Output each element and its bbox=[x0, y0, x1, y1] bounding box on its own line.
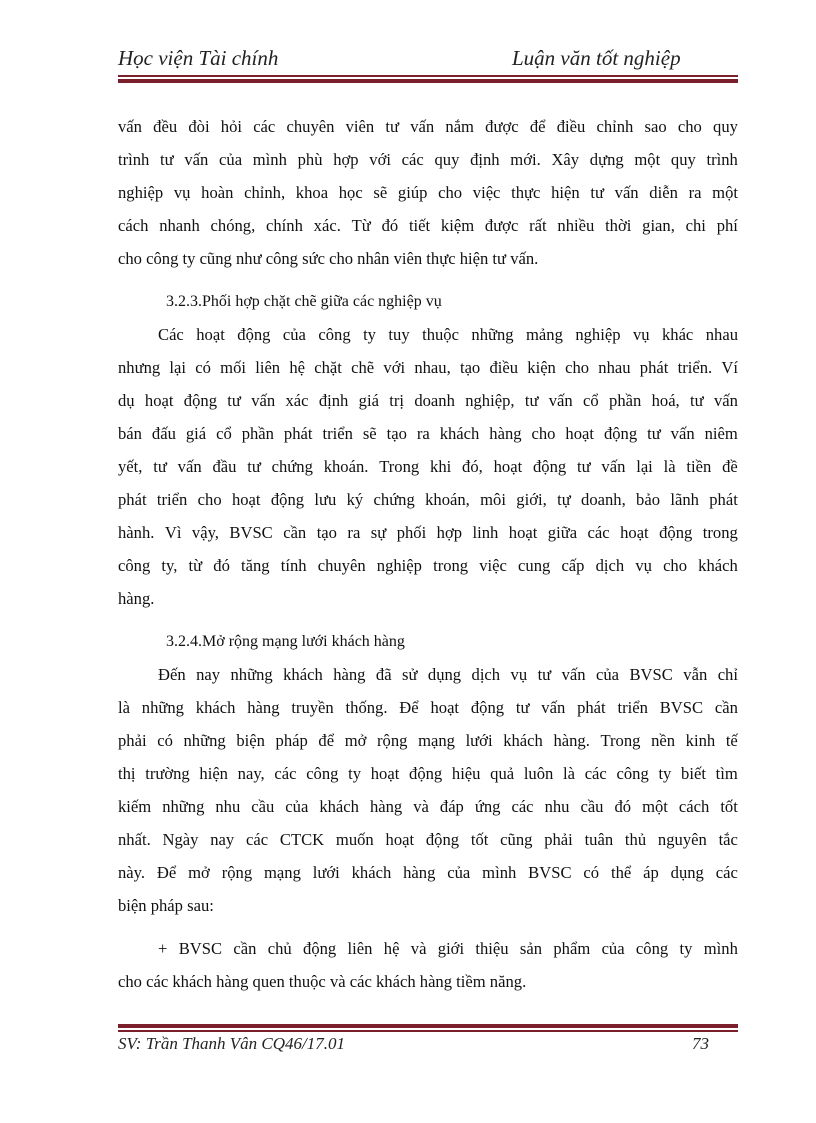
p1-line-5: cho công ty cũng như công sức cho nhân viên thực hiện tư vấn. bbox=[118, 249, 539, 268]
footer-student: SV: Trần Thanh Vân CQ46/17.01 bbox=[118, 1034, 346, 1053]
section-heading-3-2-3: 3.2.3.Phối hợp chặt chẽ giữa các nghiệp vụ bbox=[166, 293, 442, 310]
p2-line-3: dụ hoạt động tư vấn xác định giá trị doanh nghiệp, tư vấn cổ phần hoá, tư vấn bbox=[118, 391, 738, 410]
header-institution: Học viện Tài chính bbox=[118, 46, 279, 70]
p4-line-1: + BVSC cần chủ động liên hệ và giới thiệu sản phẩm của công ty mình bbox=[158, 939, 738, 958]
p2-line-4: bán đấu giá cổ phần phát triển sẽ tạo ra khách hàng cho hoạt động tư vấn niêm bbox=[118, 424, 738, 443]
p1-line-1: vấn đều đòi hỏi các chuyên viên tư vấn nắm được để điều chỉnh sao cho quy bbox=[118, 117, 738, 136]
footer-rule-bottom bbox=[118, 1030, 738, 1032]
p2-line-5: yết, tư vấn đầu tư chứng khoán. Trong khi đó, hoạt động tư vấn lại là tiền đề bbox=[118, 457, 738, 476]
p3-line-4: thị trường hiện nay, các công ty hoạt động hiệu quả luôn là các công ty biết tìm bbox=[118, 764, 738, 783]
section-heading-3-2-4: 3.2.4.Mở rộng mạng lưới khách hàng bbox=[166, 633, 405, 650]
page-header bbox=[118, 46, 738, 74]
p3-line-6: nhất. Ngày nay các CTCK muốn hoạt động tốt cũng phải tuân thủ nguyên tắc bbox=[118, 830, 738, 849]
p1-line-3: nghiệp vụ hoàn chỉnh, khoa học sẽ giúp cho việc thực hiện tư vấn diễn ra một bbox=[118, 183, 738, 202]
p3-line-3: phải có những biện pháp để mở rộng mạng lưới khách hàng. Trong nền kinh tế bbox=[118, 731, 738, 750]
page-number: 73 bbox=[692, 1034, 709, 1053]
p3-line-8: biện pháp sau: bbox=[118, 896, 214, 915]
p2-line-1: Các hoạt động của công ty tuy thuộc những mảng nghiệp vụ khác nhau bbox=[158, 325, 738, 344]
p3-line-2: là những khách hàng truyền thống. Để hoạt động tư vấn phát triển BVSC cần bbox=[118, 698, 738, 717]
footer-rule-top bbox=[118, 1024, 738, 1028]
p2-line-2: nhưng lại có mối liên hệ chặt chẽ với nhau, tạo điều kiện cho nhau phát triển. Ví bbox=[118, 358, 738, 377]
p2-line-8: công ty, từ đó tăng tính chuyên nghiệp trong việc cung cấp dịch vụ cho khách bbox=[118, 556, 738, 575]
page-body bbox=[118, 110, 738, 998]
header-document-type: Luận văn tốt nghiệp bbox=[512, 46, 681, 70]
p2-line-9: hàng. bbox=[118, 589, 155, 608]
p4-line-2: cho các khách hàng quen thuộc và các khách hàng tiềm năng. bbox=[118, 972, 527, 991]
header-rule-top bbox=[118, 75, 738, 77]
p2-line-6: phát triển cho hoạt động lưu ký chứng khoán, môi giới, tự doanh, bảo lãnh phát bbox=[118, 490, 738, 509]
p2-line-7: hành. Vì vậy, BVSC cần tạo ra sự phối hợp linh hoạt giữa các hoạt động trong bbox=[118, 523, 738, 542]
p3-line-1: Đến nay những khách hàng đã sử dụng dịch vụ tư vấn của BVSC vẫn chỉ bbox=[158, 665, 738, 684]
p3-line-5: kiếm những nhu cầu của khách hàng và đáp ứng các nhu cầu đó một cách tốt bbox=[118, 797, 738, 816]
header-rule-bottom bbox=[118, 79, 738, 83]
p3-line-7: này. Để mở rộng mạng lưới khách hàng của mình BVSC có thể áp dụng các bbox=[118, 863, 738, 882]
p1-line-2: trình tư vấn của mình phù hợp với các quy định mới. Xây dựng một quy trình bbox=[118, 150, 738, 169]
p1-line-4: cách nhanh chóng, chính xác. Từ đó tiết kiệm được rất nhiều thời gian, chi phí bbox=[118, 216, 738, 235]
